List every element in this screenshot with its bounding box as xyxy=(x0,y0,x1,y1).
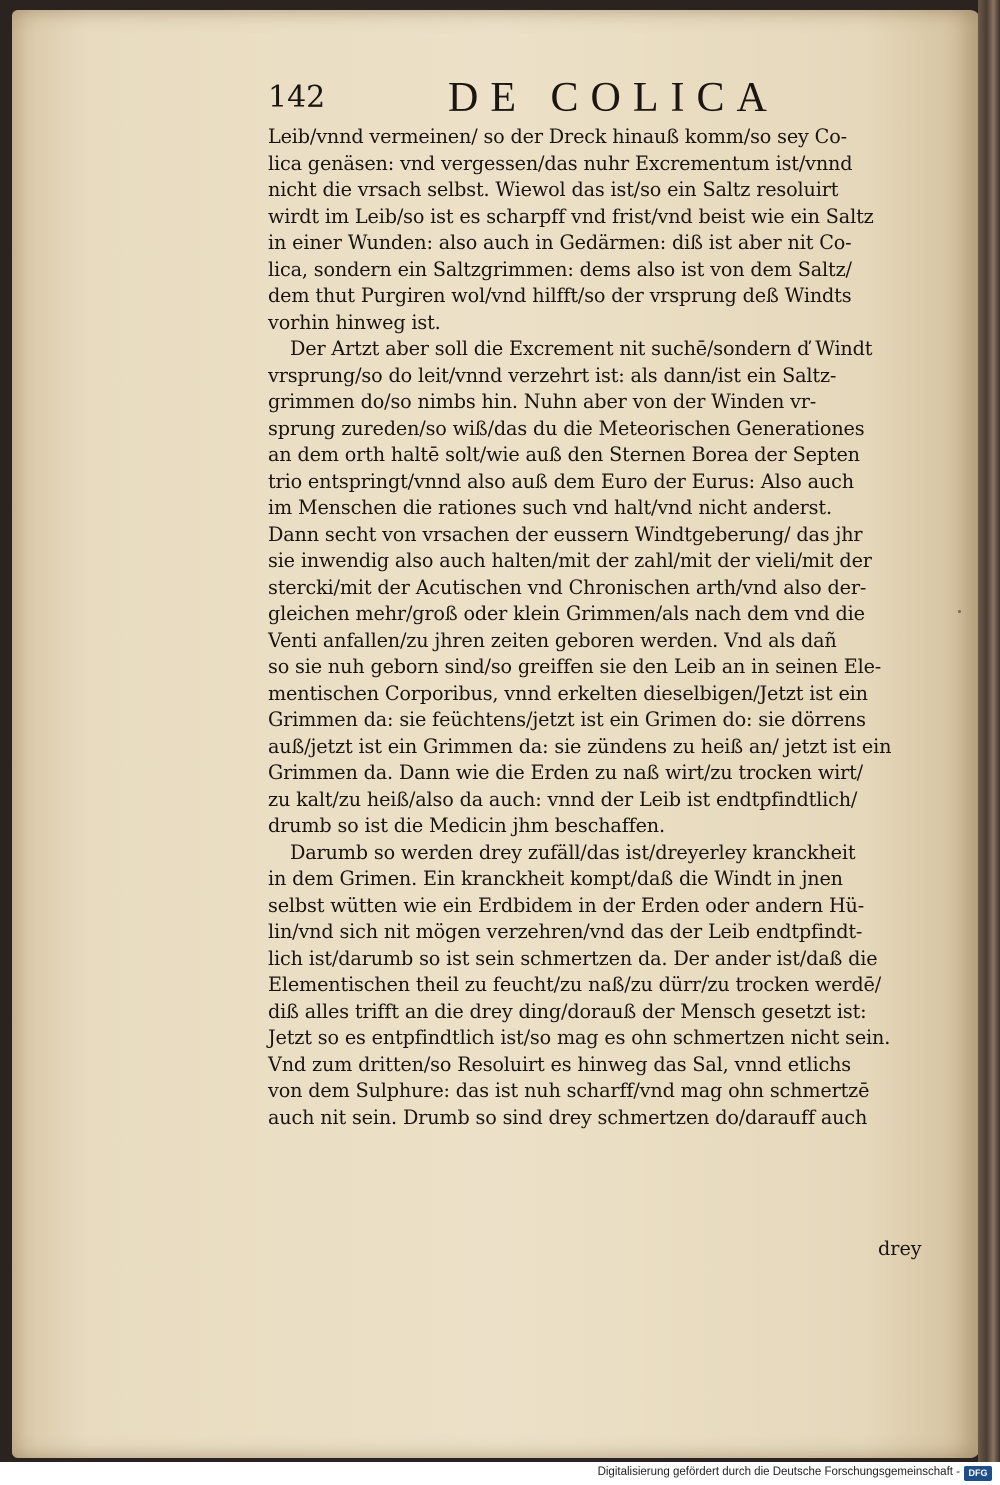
text-line: lica genäsen: vnd vergessen/das nuhr Excrementum ist/vnnd xyxy=(268,151,853,175)
text-line: wirdt im Leib/so ist es scharpff vnd frist/vnd beist wie ein Saltz xyxy=(268,204,874,228)
running-head: DE COLICA xyxy=(448,75,779,121)
text-line: vorhin hinweg ist. xyxy=(268,310,441,334)
text-line: im Menschen die rationes such vnd halt/vnd nicht anderst. xyxy=(268,496,832,519)
catchword: drey xyxy=(878,1237,922,1260)
text-line: in einer Wunden: also auch in Gedärmen: diß ist aber nit Co- xyxy=(268,231,852,254)
digitization-footer xyxy=(0,1462,1000,1485)
text-line: Leib/vnnd vermeinen/ so der Dreck hinauß komm/so sey Co- xyxy=(268,125,847,148)
text-line: stercki/mit der Acutischen vnd Chronischen arth/vnd also der- xyxy=(268,575,867,599)
text-line: Grimmen da. Dann wie die Erden zu naß wirt/zu trocken wirt/ xyxy=(268,761,863,784)
page-number: 142 xyxy=(268,80,326,115)
text-line: Der Artzt aber soll die Excrement nit suchē/sondern ď Windt xyxy=(290,337,873,360)
text-line: grimmen do/so nimbs hin. Nuhn aber von der Winden vr- xyxy=(268,390,817,413)
text-line: auß/jetzt ist ein Grimmen da: sie zündens zu heiß an/ jetzt ist ein xyxy=(268,734,892,758)
text-line: Venti anfallen/zu jhren zeiten geboren werden. Vnd als dañ xyxy=(268,628,837,652)
text-line: Grimmen da: sie feüchtens/jetzt ist ein Grimen do: sie dörrens xyxy=(268,708,866,731)
text-line: mentischen Corporibus, vnnd erkelten dieselbigen/Jetzt ist ein xyxy=(268,681,868,705)
text-line: Elementischen theil zu feucht/zu naß/zu dürr/zu trocken werdē/ xyxy=(268,973,882,996)
text-line: so sie nuh geborn sind/so greiffen sie den Leib an in seinen Ele- xyxy=(268,655,882,678)
book-binding-edge xyxy=(978,0,1000,1462)
text-line: Darumb so werden drey zufäll/das ist/dreyerley kranckheit xyxy=(290,840,856,864)
text-line: an dem orth haltē solt/wie auß den Sternen Borea der Septen xyxy=(268,443,860,466)
body-text xyxy=(268,124,940,1131)
text-line: gleichen mehr/groß oder klein Grimmen/als nach dem vnd die xyxy=(268,602,865,625)
text-line: dem thut Purgiren wol/vnd hilfft/so der vrsprung deß Windts xyxy=(268,284,852,307)
text-line: lica, sondern ein Saltzgrimmen: dems also ist von dem Saltz/ xyxy=(268,257,852,281)
text-line: Vnd zum dritten/so Resoluirt es hinweg das Sal, vnnd etlichs xyxy=(268,1052,851,1076)
text-line: lich ist/darumb so ist sein schmertzen da. Der ander ist/daß die xyxy=(268,946,878,970)
page-header xyxy=(268,74,788,124)
text-line: drumb so ist die Medicin jhm beschaffen. xyxy=(268,814,665,837)
dfg-logo: DFG xyxy=(964,1466,992,1481)
text-line: lin/vnd sich nit mögen verzehren/vnd das der Leib endtpfindt- xyxy=(268,920,863,943)
text-line: zu kalt/zu heiß/also da auch: vnnd der Leib ist endtpfindtlich/ xyxy=(268,787,858,811)
funding-credit: Digitalisierung gefördert durch die Deutsche Forschungsgemeinschaft - xyxy=(597,1466,960,1478)
text-line: auch nit sein. Drumb so sind drey schmertzen do/darauff auch xyxy=(268,1105,868,1129)
text-line: sie inwendig also auch halten/mit der zahl/mit der vieli/mit der xyxy=(268,549,872,572)
text-line: vrsprung/so do leit/vnnd verzehrt ist: als dann/ist ein Saltz- xyxy=(268,363,837,387)
paper-speck xyxy=(958,610,961,613)
text-line: diß alles trifft an die drey ding/dorauß der Mensch gesetzt ist: xyxy=(268,999,867,1023)
text-line: nicht die vrsach selbst. Wiewol das ist/so ein Saltz resoluirt xyxy=(268,178,839,201)
text-line: sprung zureden/so wiß/das du die Meteorischen Generationes xyxy=(268,416,865,440)
text-line: in dem Grimen. Ein kranckheit kompt/daß die Windt in jnen xyxy=(268,867,843,890)
text-line: Jetzt so es entpfindtlich ist/so mag es ohn schmertzen nicht sein. xyxy=(268,1026,891,1049)
text-line: Dann secht von vrsachen der eussern Windtgeberung/ das jhr xyxy=(268,522,863,546)
text-line: von dem Sulphure: das ist nuh scharff/vnd mag ohn schmertzē xyxy=(268,1079,870,1102)
text-line: selbst wütten wie ein Erdbidem in der Erden oder andern Hü- xyxy=(268,893,865,917)
text-line: trio entspringt/vnnd also auß dem Euro der Eurus: Also auch xyxy=(268,469,854,493)
